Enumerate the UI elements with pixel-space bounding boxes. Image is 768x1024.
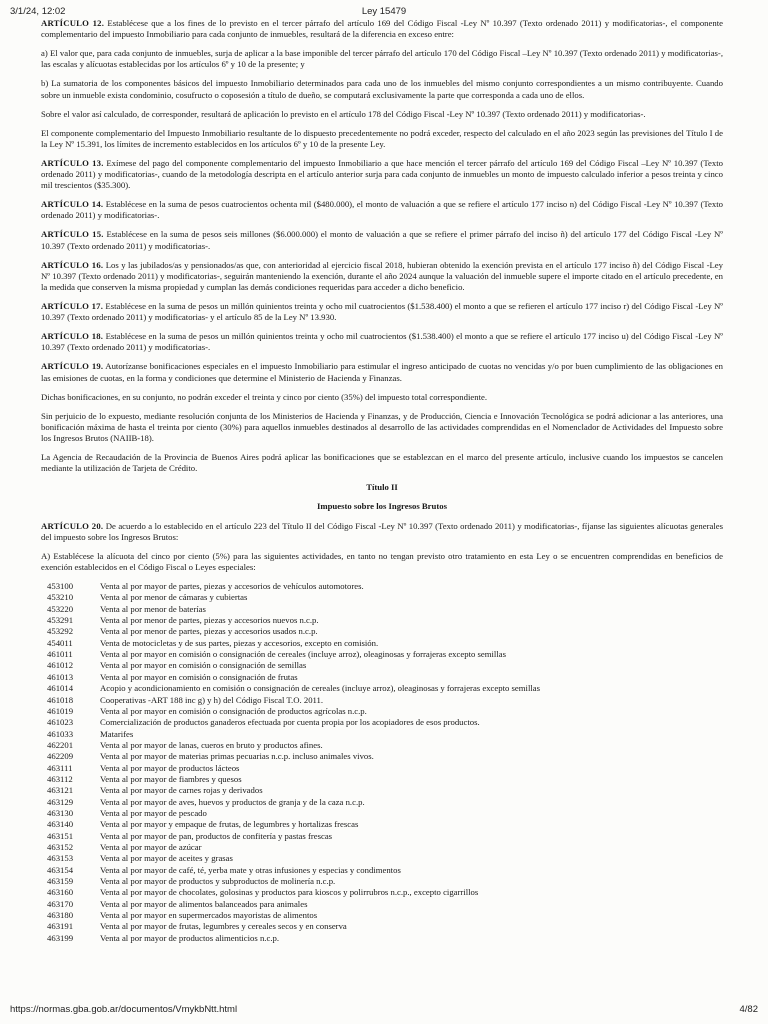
document-title: Ley 15479 — [361, 6, 407, 17]
page-number: 4/82 — [739, 1004, 758, 1015]
activity-description: Venta al por mayor de pescado — [100, 807, 207, 818]
paragraph — [41, 128, 723, 150]
paragraph — [41, 48, 723, 70]
activity-row — [41, 660, 723, 671]
activity-code: 453292 — [47, 626, 74, 637]
activity-description: Venta al por mayor de aceites y grasas — [100, 853, 233, 864]
activity-code: 463152 — [47, 841, 74, 852]
activity-row — [41, 626, 723, 637]
activity-row — [41, 672, 723, 683]
activity-row — [41, 751, 723, 762]
activity-row — [41, 853, 723, 864]
activity-description: Venta al por menor de partes, piezas y accesorios usados n.c.p. — [100, 626, 318, 637]
activity-row — [41, 797, 723, 808]
article-label: ARTÍCULO 18. — [41, 331, 104, 342]
paragraph-text: a) El valor que, para cada conjunto de inmuebles, surja de aplicar a la base imponible del tercer párrafo del artículo 170 del Código Fiscal –Ley Nº 10.397 (Texto ordenado 2011) y modificatorias-, las escalas y alícuotas establecidas por los artículos 6º y 10 de la presente; y — [41, 48, 723, 70]
paragraph-text: Exímese del pago del componente complementario del impuesto Inmobiliario a que hace mención el tercer párrafo del artículo 169 del Código Fiscal –Ley Nº 10.397 (Texto ordenado 2011) y modificatorias-, cuando de la metodología descripta en el artículo anterior surja para cada conjunto de inmuebles un monto de impuesto calculado inferior a pesos treinta y cinco mil trescientos ($35.300). — [41, 157, 723, 191]
activity-row — [41, 592, 723, 603]
activity-description: Venta al por mayor de productos y subproductos de molinería n.c.p. — [100, 876, 336, 886]
activity-row — [41, 808, 723, 819]
activity-description: Acopio y acondicionamiento en comisión o consignación de cereales (incluye arroz), oleaginosas y forrajeras excepto semillas — [100, 683, 541, 694]
activity-code: 463112 — [47, 773, 73, 784]
paragraph-text: Establécese que a los fines de lo previsto en el tercer párrafo del artículo 169 del Código Fiscal -Ley Nº 10.397 (Texto ordenado 2011) y modificatorias-, el componente complementario del impuesto Inmobiliario para cada conjunto de inmuebles, resultará de la diferencia en exceso entre: — [41, 18, 723, 40]
activity-description: Venta al por menor de cámaras y cubiertas — [100, 592, 248, 603]
print-footer — [10, 1004, 758, 1018]
activity-row — [41, 581, 723, 592]
activity-row — [41, 819, 723, 830]
activity-code: 453291 — [47, 615, 74, 626]
activity-row — [41, 785, 723, 796]
paragraph-text: A) Establécese la alícuota del cinco por ciento (5%) para las siguientes actividades, en tanto no tengan previsto otro tratamiento en esta Ley o se encuentren comprendidas en beneficios de exención establecidos en el Código Fiscal o Leyes especiales: — [41, 550, 723, 573]
activity-description: Venta al por mayor en comisión o consignación de cereales (incluye arroz), oleaginosas y forrajeras excepto semillas — [100, 649, 506, 660]
activity-row — [41, 683, 723, 694]
activity-code: 461023 — [47, 717, 74, 728]
paragraph — [41, 78, 723, 100]
article-label: ARTÍCULO 14. — [41, 199, 104, 210]
activity-row — [41, 876, 723, 887]
activity-code: 461013 — [47, 671, 74, 682]
activity-code: 461033 — [47, 728, 74, 739]
activity-code: 463130 — [47, 807, 74, 818]
section-subtitle: Impuesto sobre los Ingresos Brutos — [316, 501, 447, 512]
activity-description: Venta al por mayor de café, té, yerba mate y otras infusiones y especias y condimentos — [100, 864, 401, 875]
activity-description: Venta al por mayor de frutas, legumbres y cereales secos y en conserva — [100, 921, 347, 932]
paragraph-text: b) La sumatoria de los componentes básicos del impuesto Inmobiliario determinados para cada uno de los inmuebles del mismo conjunto correspondientes a un mismo contribuyente. Cuando sobre un inmueble exista condominio, cosufructo o coposesión a título de dueño, se computará exclusivamente la parte que corresponda a cada uno de ellos. — [41, 78, 723, 100]
paragraph — [41, 411, 723, 445]
activity-row — [41, 638, 723, 649]
activity-description: Venta al por mayor de lanas, cueros en bruto y productos afines. — [100, 739, 323, 750]
activity-code: 461019 — [47, 705, 74, 716]
paragraph — [41, 109, 723, 120]
paragraph-text: La Agencia de Recaudación de la Provincia de Buenos Aires podrá aplicar las bonificaciones que se establezcan en el marco del presente artículo, inclusive cuando los impuestos se cancelen mediante la utilización de Tarjeta de Crédito. — [41, 452, 723, 474]
activity-description: Venta al por mayor de pan, productos de confitería y pastas frescas — [100, 830, 333, 841]
activity-code: 461011 — [47, 649, 73, 660]
paragraph — [41, 331, 723, 353]
activity-description: Cooperativas -ART 188 inc g) y h) del Código Fiscal T.O. 2011. — [100, 694, 324, 705]
activity-code: 463159 — [47, 876, 74, 886]
paragraph-text: Establécese en la suma de pesos cuatrocientos ochenta mil ($480.000), el monto de valuación a que se refiere el artículo 177 inciso n) del Código Fiscal -Ley Nº 10.397 (Texto ordenado 2011) y modificatorias-. — [41, 199, 723, 221]
paragraph — [41, 392, 723, 403]
articles-block — [41, 18, 723, 474]
activity-code: 463154 — [47, 864, 74, 875]
paragraph — [41, 229, 723, 251]
activity-code: 453100 — [47, 581, 74, 592]
activity-description: Venta al por mayor de azúcar — [100, 841, 202, 852]
activity-row — [41, 933, 723, 944]
document-body — [41, 18, 723, 944]
paragraph-text: De acuerdo a lo establecido en el artículo 223 del Título II del Código Fiscal -Ley Nº 10.397 (Texto ordenado 2011) y modificatorias-, fíjanse las siguientes alícuotas generales del impuesto sobre los Ingresos Brutos: — [41, 520, 723, 542]
article-label: ARTÍCULO 17. — [41, 301, 104, 312]
paragraph — [41, 18, 723, 40]
activity-row — [41, 615, 723, 626]
article-label: ARTÍCULO 13. — [41, 157, 104, 168]
paragraph-text: Sin perjuicio de lo expuesto, mediante resolución conjunta de los Ministerios de Hacienda y Finanzas, y de Producción, Ciencia e Innovación Tecnológica se podrá adicionar a las anteriores, una bonificación máxima de hasta el treinta por ciento (30%) para aquellos inmuebles destinados al desarrollo de las actividades comprendidas en el Nomenclador de Actividades del Impuesto sobre los Ingresos Brutos (NAIIB-18). — [41, 410, 723, 444]
activity-code: 463153 — [47, 853, 74, 864]
activity-code: 461012 — [47, 660, 74, 671]
activity-description: Venta al por mayor de productos lácteos — [100, 762, 240, 773]
articles-block-2 — [41, 521, 723, 574]
activity-code: 463151 — [47, 830, 74, 841]
print-date: 3/1/24, 12:02 — [10, 6, 66, 17]
activity-description: Venta al por mayor de carnes rojas y derivados — [100, 785, 263, 796]
activity-row — [41, 865, 723, 876]
paragraph — [41, 158, 723, 192]
activity-row — [41, 887, 723, 898]
activity-code: 462209 — [47, 751, 74, 762]
activity-description: Venta al por mayor de aves, huevos y productos de granja y de la caza n.c.p. — [100, 796, 365, 807]
activity-row — [41, 842, 723, 853]
activity-description: Venta al por mayor en supermercados mayoristas de alimentos — [100, 910, 318, 921]
activity-description: Venta de motocicletas y de sus partes, piezas y accesorios, excepto en comisión. — [100, 637, 379, 648]
activity-description: Venta al por mayor de alimentos balanceados para animales — [100, 898, 308, 909]
paragraph — [41, 452, 723, 474]
article-label: ARTÍCULO 15. — [41, 229, 104, 240]
activity-code: 454011 — [47, 637, 73, 648]
activity-description: Venta al por menor de partes, piezas y accesorios nuevos n.c.p. — [100, 615, 319, 626]
activity-description: Venta al por mayor de materias primas pecuarias n.c.p. incluso animales vivos. — [100, 751, 374, 762]
article-label: ARTÍCULO 16. — [41, 259, 104, 270]
activity-code: 463191 — [47, 921, 74, 932]
activity-list — [41, 581, 723, 944]
activity-description: Matarifes — [100, 728, 134, 739]
activity-code: 463129 — [47, 796, 74, 807]
activity-description: Venta al por mayor en comisión o consignación de frutas — [100, 671, 298, 682]
paragraph-text: Establécese en la suma de pesos seis millones ($6.000.000) el monto de valuación a que se refiere el primer párrafo del inciso ñ) del artículo 177 del Código Fiscal -Ley Nº 10.397 (Texto ordenado 2011) y modificatorias-. — [41, 229, 723, 251]
paragraph-text: Autorízanse bonificaciones especiales en el impuesto Inmobiliario para estimular el ingreso anticipado de cuotas no vencidas y/o por buen cumplimiento de las obligaciones en las emisiones de cuotas, en la forma y condiciones que determine el Ministerio de Hacienda y Finanzas. — [41, 361, 723, 383]
activity-description: Venta al por mayor de fiambres y quesos — [100, 773, 242, 784]
paragraph-text: Sobre el valor así calculado, de corresponder, resultará de aplicación lo previsto en el artículo 178 del Código Fiscal -Ley Nº 10.397 (Texto ordenado 2011) y modificatorias-. — [41, 108, 646, 119]
activity-row — [41, 910, 723, 921]
activity-code: 453220 — [47, 603, 74, 614]
activity-row — [41, 729, 723, 740]
activity-description: Venta al por mayor de partes, piezas y accesorios de vehículos automotores. — [100, 581, 364, 592]
activity-row — [41, 649, 723, 660]
activity-row — [41, 695, 723, 706]
activity-row — [41, 706, 723, 717]
paragraph-text: El componente complementario del Impuesto Inmobiliario resultante de lo dispuesto precedentemente no podrá exceder, respecto del calculado en el año 2023 según las previsiones del Título I de la Ley Nº 15.391, los límites de incremento establecidos en los artículos 6º y 10 de la presente Ley. — [41, 127, 723, 149]
activity-description: Comercialización de productos ganaderos efectuada por cuenta propia por los acopiadores de esos productos. — [100, 717, 480, 728]
activity-code: 463121 — [47, 785, 74, 796]
paragraph — [41, 199, 723, 221]
activity-row — [41, 717, 723, 728]
paragraph — [41, 521, 723, 543]
activity-description: Venta al por menor de baterías — [100, 603, 206, 614]
activity-row — [41, 740, 723, 751]
paragraph-text: Dichas bonificaciones, en su conjunto, no podrán exceder el treinta y cinco por ciento (35%) del impuesto total correspondiente. — [41, 391, 488, 402]
article-label: ARTÍCULO 20. — [41, 520, 104, 531]
activity-row — [41, 604, 723, 615]
paragraph-text: Los y las jubilados/as y pensionados/as que, con anterioridad al ejercicio fiscal 2018, hubieran obtenido la exención prevista en el artículo 177 inciso ñ) del Código Fiscal -Ley Nº 10.397 (Texto ordenado 2011) y modificatorias-, seguirán manteniendo la exención, durante el año 2024 aunque la valuación del inmueble supere el importe citado en el artículo precedente, en la medida que conserven la misma propiedad y cumplan las demás condiciones requeridas para acceder a dicho beneficio. — [41, 259, 723, 293]
article-label: ARTÍCULO 19. — [41, 361, 104, 372]
activity-description: Venta al por mayor en comisión o consignación de semillas — [100, 660, 307, 671]
article-label: ARTÍCULO 12. — [41, 18, 105, 28]
paragraph — [41, 260, 723, 294]
section-title: Título II — [366, 482, 398, 493]
activity-row — [41, 831, 723, 842]
activity-description: Venta al por mayor en comisión o consignación de productos agrícolas n.c.p. — [100, 705, 367, 716]
activity-code: 453210 — [47, 592, 74, 603]
paragraph-text: Establécese en la suma de pesos un millón quinientos treinta y ocho mil cuatrocientos ($1.538.400) el monto a que se refieren el artículo 177 inciso r) del Código Fiscal -Ley Nº 10.397 (Texto ordenado 2011) y modificatorias- y el artículo 85 de la Ley Nº 13.930. — [41, 301, 723, 323]
activity-code: 463170 — [47, 898, 74, 909]
activity-row — [41, 763, 723, 774]
paragraph-text: Establécese en la suma de pesos un millón quinientos treinta y ocho mil cuatrocientos ($1.538.400) el monto a que se refiere el artículo 177 inciso u) del Código Fiscal -Ley Nº 10.397 (Texto ordenado 2011) y modificatorias-. — [41, 331, 723, 353]
activity-code: 462201 — [47, 739, 74, 750]
activity-row — [41, 774, 723, 785]
activity-code: 463160 — [47, 887, 74, 898]
activity-code: 461014 — [47, 683, 74, 694]
paragraph — [41, 301, 723, 323]
activity-description: Venta al por mayor de productos alimenticios n.c.p. — [100, 932, 280, 943]
activity-description: Venta al por mayor y empaque de frutas, de legumbres y hortalizas frescas — [100, 819, 359, 830]
paragraph — [41, 551, 723, 573]
activity-code: 463199 — [47, 932, 74, 943]
activity-row — [41, 899, 723, 910]
activity-code: 461018 — [47, 694, 74, 705]
activity-description: Venta al por mayor de chocolates, golosinas y productos para kioscos y polirrubros n.c.p., excepto cigarrillos — [100, 887, 479, 898]
activity-code: 463180 — [47, 910, 74, 921]
activity-row — [41, 921, 723, 932]
paragraph — [41, 361, 723, 383]
activity-code: 463140 — [47, 819, 74, 830]
activity-code: 463111 — [47, 762, 73, 773]
source-url-link[interactable]: https://normas.gba.gob.ar/documentos/VmykbNtt.html — [10, 1004, 238, 1015]
